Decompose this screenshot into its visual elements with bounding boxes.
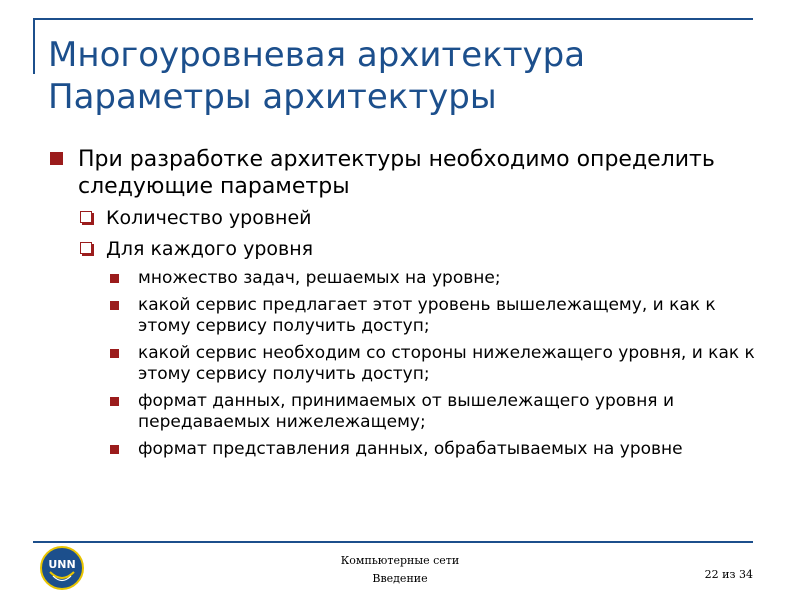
sub-item-text: Для каждого уровня [106,238,314,260]
subsub-item-text: формат данных, принимаемых от вышележащего уровня и передаваемых нижележащему; [138,391,674,432]
subsub-item [48,268,768,289]
subsub-item-text: какой сервис предлагает этот уровень вышележащему, и как к этому сервису получить доступ; [138,295,716,336]
square-bullet-icon [50,152,63,165]
unn-logo [40,546,84,590]
title-frame-left [33,18,35,74]
footer-section: Введение [372,572,428,585]
sub-item [48,237,768,261]
unn-logo-icon [42,548,82,588]
square-bullet-icon [110,349,119,358]
page-number: 22 из 34 [704,568,753,581]
subsub-item [48,439,768,460]
subsub-item [48,295,768,337]
main-bullet-text: При разработке архитектуры необходимо определить следующие параметры [78,147,715,199]
square-bullet-icon [110,274,119,283]
title-frame-top [33,18,753,20]
subsub-item-text: множество задач, решаемых на уровне; [138,268,501,288]
main-bullet-item [48,146,768,200]
footer-course: Компьютерные сети [340,554,460,567]
square-bullet-icon [110,301,119,310]
logo-text: UNN [48,558,76,571]
sub-item-text: Количество уровней [106,207,312,229]
checkbox-bullet-icon [80,211,92,223]
footer-divider [33,541,753,543]
checkbox-bullet-icon [80,242,92,254]
subsub-item [48,343,768,385]
subsub-item [48,391,768,433]
slide-content [48,146,768,466]
square-bullet-icon [110,397,119,406]
square-bullet-icon [110,445,119,454]
subsub-item-text: какой сервис необходим со стороны нижележащего уровня, и как к этому сервису получить доступ; [138,343,755,384]
title-line-1: Многоуровневая архитектура [48,35,586,75]
subsub-item-text: формат представления данных, обрабатываемых на уровне [138,439,683,459]
slide-title [48,34,768,118]
sub-item [48,206,768,230]
title-line-2: Параметры архитектуры [48,77,497,117]
footer-center [300,552,500,588]
